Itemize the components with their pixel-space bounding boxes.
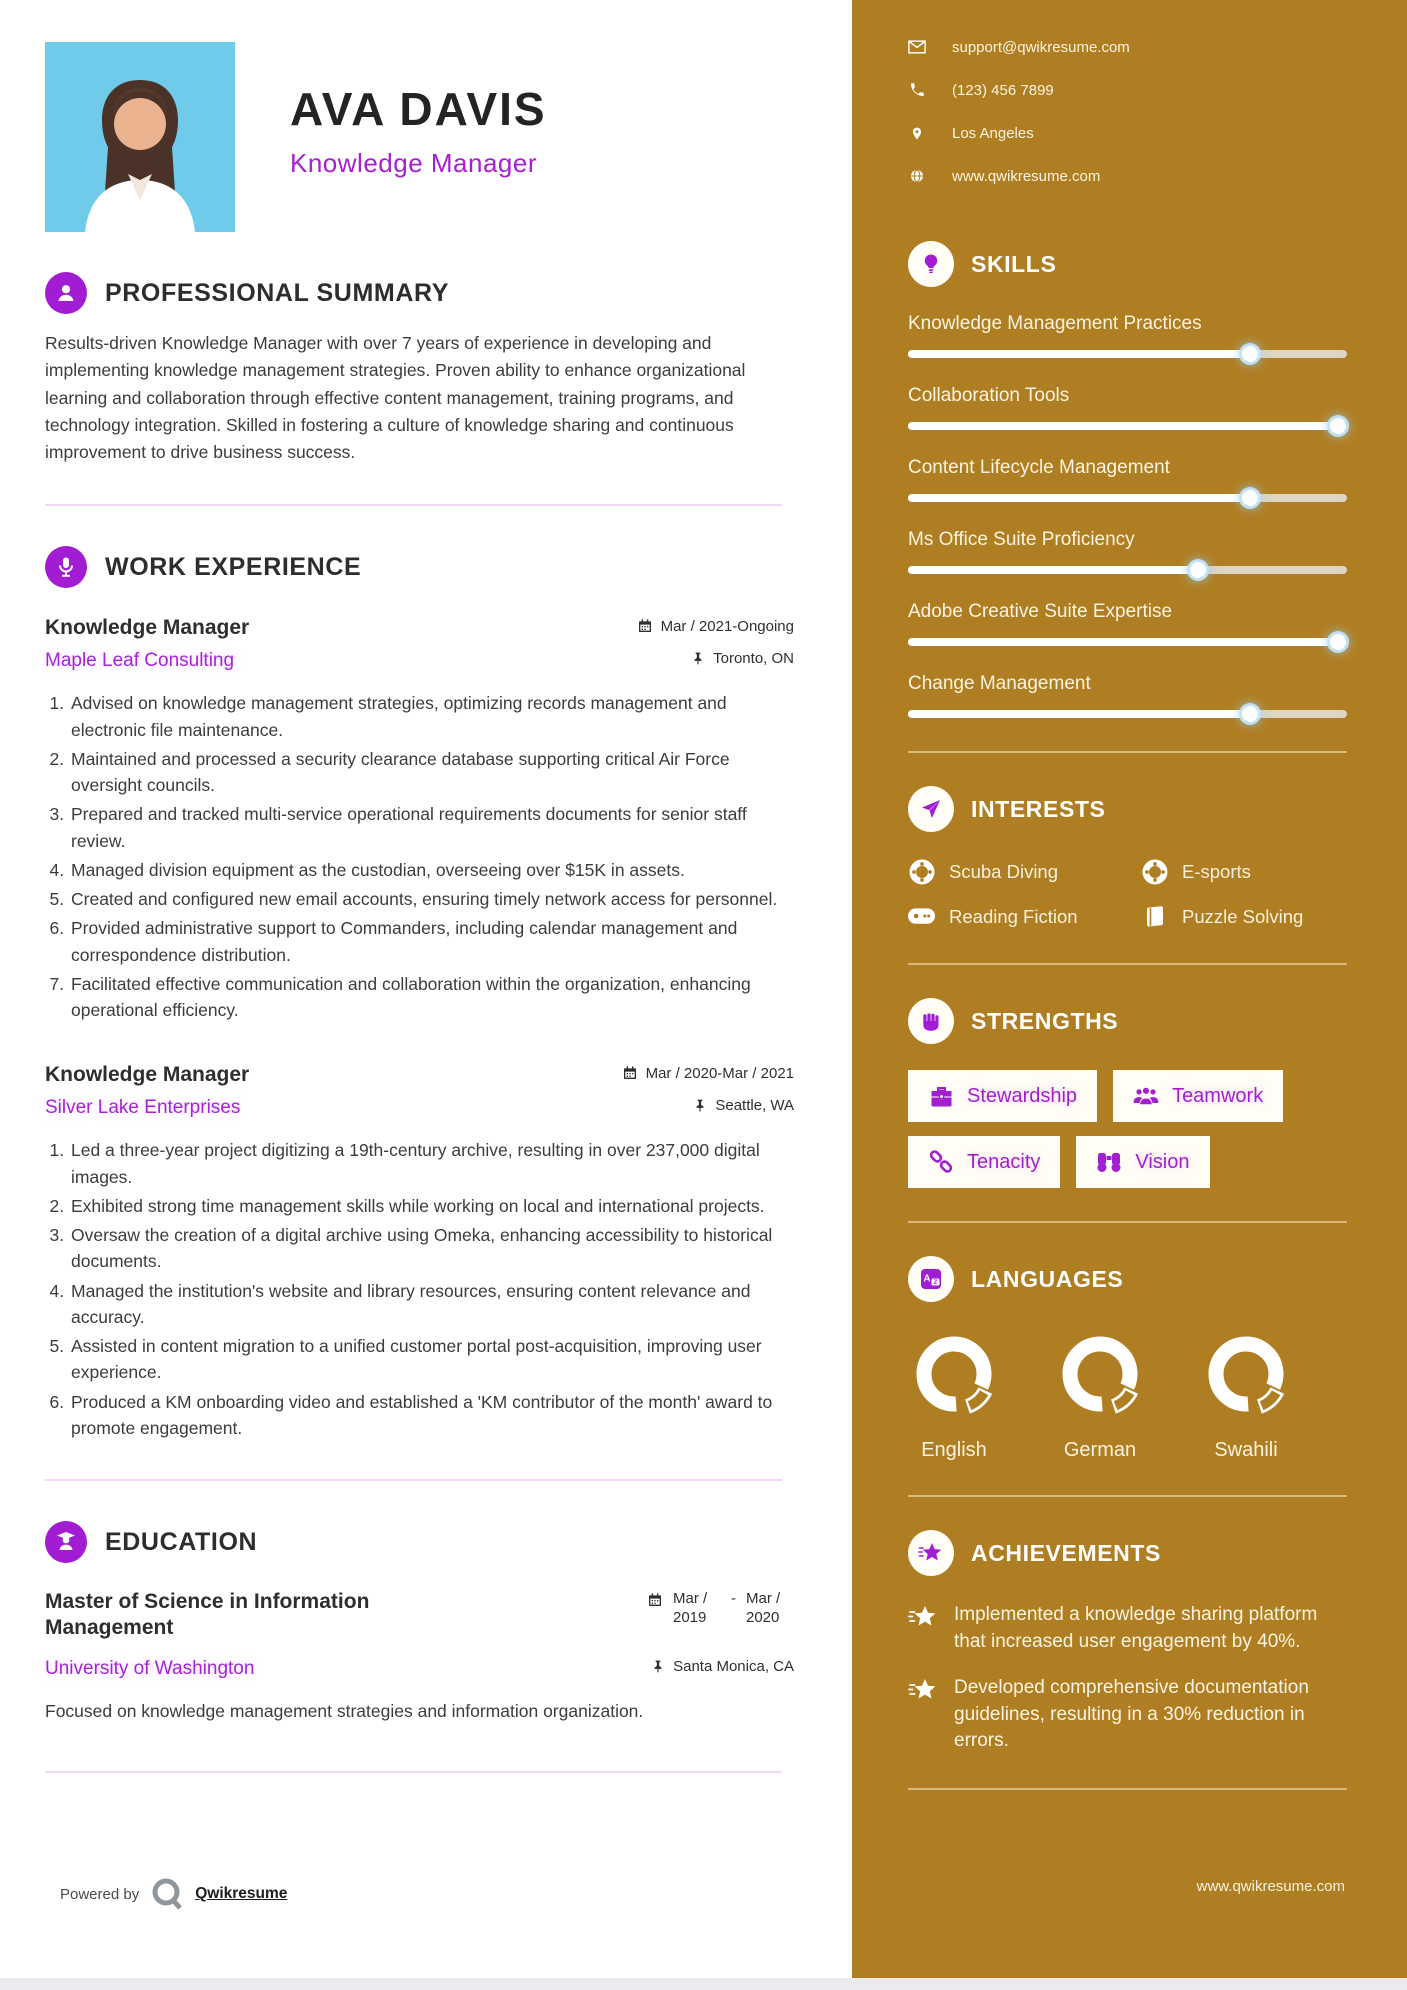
language-donut [908, 1328, 1000, 1420]
bullet-item: 4. Managed the institution's website and library resources, ensuring content relevance and accuracy. [69, 1278, 794, 1331]
pushpin-icon [691, 651, 705, 666]
achievement-text: Implemented a knowledge sharing platform that increased user engagement by 40%. [954, 1604, 1318, 1652]
translate-icon [908, 1256, 954, 1302]
globe-icon [908, 167, 926, 185]
section-achievements [908, 1530, 1347, 1755]
mail-icon [908, 38, 926, 56]
book-icon [1141, 903, 1168, 930]
slider-fill [908, 350, 1250, 358]
graduate-icon [45, 1521, 87, 1563]
skill-label: Change Management [908, 673, 1091, 694]
skill-label: Collaboration Tools [908, 385, 1070, 406]
job-dates: Mar / 2020-Mar / 2021 [622, 1065, 794, 1082]
sidebar-divider [908, 1788, 1347, 1790]
map-pin-icon [908, 124, 926, 142]
sidebar-divider [908, 1495, 1347, 1497]
bullet-item: 7. Facilitated effective communication and collaboration within the organization, enhancing operational efficiency. [69, 971, 794, 1024]
interest-label: Puzzle Solving [1182, 905, 1304, 927]
skills-heading: SKILLS [971, 250, 1057, 277]
bullet-item: 6. Provided administrative support to Commanders, including calendar management and correspondence distribution. [69, 915, 794, 968]
degree-title: Master of Science in Information Management [45, 1590, 370, 1640]
divider [45, 1771, 782, 1773]
powered-by-label: Powered by [60, 1885, 140, 1903]
skill-slider[interactable] [908, 350, 1347, 358]
interest-item [1141, 858, 1347, 885]
skill-slider[interactable] [908, 638, 1347, 646]
languages-heading: LANGUAGES [971, 1265, 1124, 1292]
interest-label: Scuba Diving [949, 860, 1059, 882]
profile-photo [45, 42, 235, 232]
interest-item [908, 858, 1137, 885]
bullet-item: 1. Advised on knowledge management strategies, optimizing records management and electronic file maintenance. [69, 690, 794, 743]
contact-website[interactable]: www.qwikresume.com [908, 167, 1347, 185]
skill-label: Ms Office Suite Proficiency [908, 529, 1135, 550]
education-heading: EDUCATION [105, 1527, 258, 1556]
paper-plane-icon [908, 786, 954, 832]
bullet-item: 2. Maintained and processed a security clearance database supporting critical Air Force oversight councils. [69, 746, 794, 799]
strength-chip [1113, 1070, 1283, 1122]
qwikresume-link[interactable]: Qwikresume [195, 1885, 288, 1902]
divider [45, 1479, 782, 1481]
slider-thumb[interactable] [1190, 562, 1206, 578]
job-entry [45, 616, 794, 1023]
interests-list [908, 858, 1347, 930]
achievements-heading: ACHIEVEMENTS [971, 1539, 1161, 1566]
skill-item [908, 529, 1347, 574]
skill-label: Knowledge Management Practices [908, 313, 1202, 334]
team-icon [1133, 1084, 1159, 1108]
microphone-icon [45, 546, 87, 588]
job-title: Knowledge Manager [45, 1063, 250, 1087]
bullet-item: 5. Assisted in content migration to a unified customer portal post-acquisition, improving user experience. [69, 1333, 794, 1386]
section-interests [908, 786, 1347, 930]
strengths-list [908, 1070, 1328, 1188]
qwikresume-logo-icon [149, 1876, 185, 1912]
school-link[interactable]: University of Washington [45, 1657, 255, 1679]
sidebar-divider [908, 1221, 1347, 1223]
language-label: English [921, 1439, 987, 1461]
date-separator: - [731, 1590, 736, 1608]
fist-icon [908, 998, 954, 1044]
lifebuoy-icon [908, 858, 935, 885]
slider-thumb[interactable] [1242, 706, 1258, 722]
contact-location: Los Angeles [908, 124, 1347, 142]
achievement-item [908, 1675, 1347, 1755]
job-location: Seattle, WA [693, 1097, 794, 1114]
slider-thumb[interactable] [1330, 634, 1346, 650]
language-donut [1200, 1328, 1292, 1420]
section-work-experience [45, 546, 794, 1441]
slider-fill [908, 494, 1250, 502]
skill-label: Content Lifecycle Management [908, 457, 1170, 478]
skill-item [908, 601, 1347, 646]
strength-chip [908, 1136, 1060, 1188]
work-heading: WORK EXPERIENCE [105, 552, 362, 581]
briefcase-icon [928, 1084, 954, 1108]
bullet-item: 5. Created and configured new email accounts, ensuring timely network access for personnel. [69, 886, 794, 912]
svg-text:Z: Z [933, 1280, 938, 1287]
user-icon [45, 272, 87, 314]
slider-fill [908, 566, 1198, 574]
sidebar [852, 0, 1407, 1990]
strength-label: Teamwork [1172, 1084, 1264, 1107]
achievement-star-icon [908, 1677, 938, 1709]
divider [45, 504, 782, 506]
sidebar-website-link[interactable]: www.qwikresume.com [1196, 1878, 1345, 1895]
strength-chip [1076, 1136, 1209, 1188]
education-description: Focused on knowledge management strategies and information organization. [45, 1700, 644, 1721]
slider-fill [908, 638, 1347, 646]
job-dates: Mar / 2021-Ongoing [637, 618, 794, 635]
contact-email: support@qwikresume.com [908, 38, 1347, 56]
slider-fill [908, 710, 1250, 718]
job-title: Knowledge Manager [45, 616, 250, 640]
interests-heading: INTERESTS [971, 795, 1106, 822]
strength-label: Stewardship [967, 1084, 1078, 1107]
language-item [1200, 1328, 1292, 1462]
skill-slider[interactable] [908, 566, 1347, 574]
interest-label: Reading Fiction [949, 905, 1078, 927]
bullet-item: 4. Managed division equipment as the custodian, overseeing over $15K in assets. [69, 857, 794, 883]
footer [60, 1876, 287, 1912]
interest-item [908, 903, 1137, 930]
section-education [45, 1521, 794, 1725]
company-link[interactable]: Maple Leaf Consulting [45, 650, 235, 672]
summary-text: Results-driven Knowledge Manager with over 7 years of experience in developing and implementing knowledge management strategies. Proven ability to enhance organizational learning and collaboration through effective content management, training programs, and technology integration. Skilled in fostering a culture of knowledge sharing and continuous improvement to drive business success. [45, 333, 746, 463]
slider-fill [908, 422, 1347, 430]
strength-label: Vision [1135, 1150, 1190, 1173]
sidebar-divider [908, 751, 1347, 753]
bullet-item: 3. Oversaw the creation of a digital archive using Omeka, enhancing accessibility to historical documents. [69, 1222, 794, 1275]
achievements-list [908, 1602, 1347, 1755]
strength-chip [908, 1070, 1097, 1122]
language-label: Swahili [1214, 1439, 1278, 1461]
resume-header [45, 42, 794, 232]
pushpin-icon [651, 1659, 665, 1674]
strengths-heading: STRENGTHS [971, 1007, 1119, 1034]
chain-link-icon [928, 1150, 954, 1174]
job-entry [45, 1063, 794, 1441]
slider-thumb[interactable] [1242, 490, 1258, 506]
gamepad-icon [908, 903, 935, 930]
language-item [908, 1328, 1000, 1462]
bullet-item: 6. Produced a KM onboarding video and established a 'KM contributor of the month' award to promote engagement. [69, 1389, 794, 1442]
sidebar-divider [908, 963, 1347, 965]
education-location: Santa Monica, CA [651, 1658, 794, 1675]
interest-label: E-sports [1182, 860, 1251, 882]
achievement-item [908, 1602, 1347, 1655]
slider-thumb[interactable] [1330, 418, 1346, 434]
skill-item [908, 457, 1347, 502]
languages-list [908, 1328, 1347, 1462]
svg-text:A: A [923, 1273, 931, 1285]
language-donut [1054, 1328, 1146, 1420]
pushpin-icon [693, 1098, 707, 1113]
skill-label: Adobe Creative Suite Expertise [908, 601, 1173, 622]
binoculars-icon [1096, 1150, 1122, 1174]
job-bullets [45, 1137, 794, 1441]
section-languages [908, 1256, 1347, 1462]
skill-slider[interactable] [908, 422, 1347, 430]
job-location: Toronto, ON [691, 650, 794, 667]
star-icon [908, 1530, 954, 1576]
calendar-icon [647, 1592, 663, 1608]
company-link[interactable]: Silver Lake Enterprises [45, 1097, 241, 1119]
bullet-item: 3. Prepared and tracked multi-service operational requirements documents for senior staff review. [69, 801, 794, 854]
lifebuoy-icon [1141, 858, 1168, 885]
bullet-item: 1. Led a three-year project digitizing a 19th-century archive, resulting in over 237,000 digital images. [69, 1137, 794, 1190]
language-item [1054, 1328, 1146, 1462]
achievement-text: Developed comprehensive documentation guidelines, resulting in a 30% reduction in errors. [954, 1677, 1309, 1752]
achievement-star-icon [908, 1604, 938, 1636]
person-title: Knowledge Manager [290, 148, 537, 178]
section-skills [908, 241, 1347, 718]
person-name: AVA DAVIS [290, 83, 547, 135]
skill-slider[interactable] [908, 494, 1347, 502]
page-bottom-edge [0, 1978, 1407, 1990]
language-label: German [1063, 1439, 1137, 1461]
lightbulb-icon [908, 241, 954, 287]
strength-label: Tenacity [967, 1150, 1041, 1173]
job-bullets [45, 690, 794, 1023]
section-professional-summary [45, 272, 794, 466]
bullet-item: 2. Exhibited strong time management skills while working on local and international projects. [69, 1193, 794, 1219]
skill-item [908, 385, 1347, 430]
education-dates: Mar / 2019 - Mar / 2020 [647, 1590, 794, 1628]
skill-item [908, 313, 1347, 358]
contact-phone: (123) 456 7899 [908, 81, 1347, 99]
skill-slider[interactable] [908, 710, 1347, 718]
calendar-icon [622, 1065, 638, 1081]
slider-thumb[interactable] [1242, 346, 1258, 362]
phone-icon [908, 81, 926, 99]
skill-item [908, 673, 1347, 718]
interest-item [1141, 903, 1347, 930]
summary-heading: PROFESSIONAL SUMMARY [105, 278, 449, 307]
skills-list [908, 313, 1347, 718]
calendar-icon [637, 618, 653, 634]
section-strengths [908, 998, 1347, 1188]
